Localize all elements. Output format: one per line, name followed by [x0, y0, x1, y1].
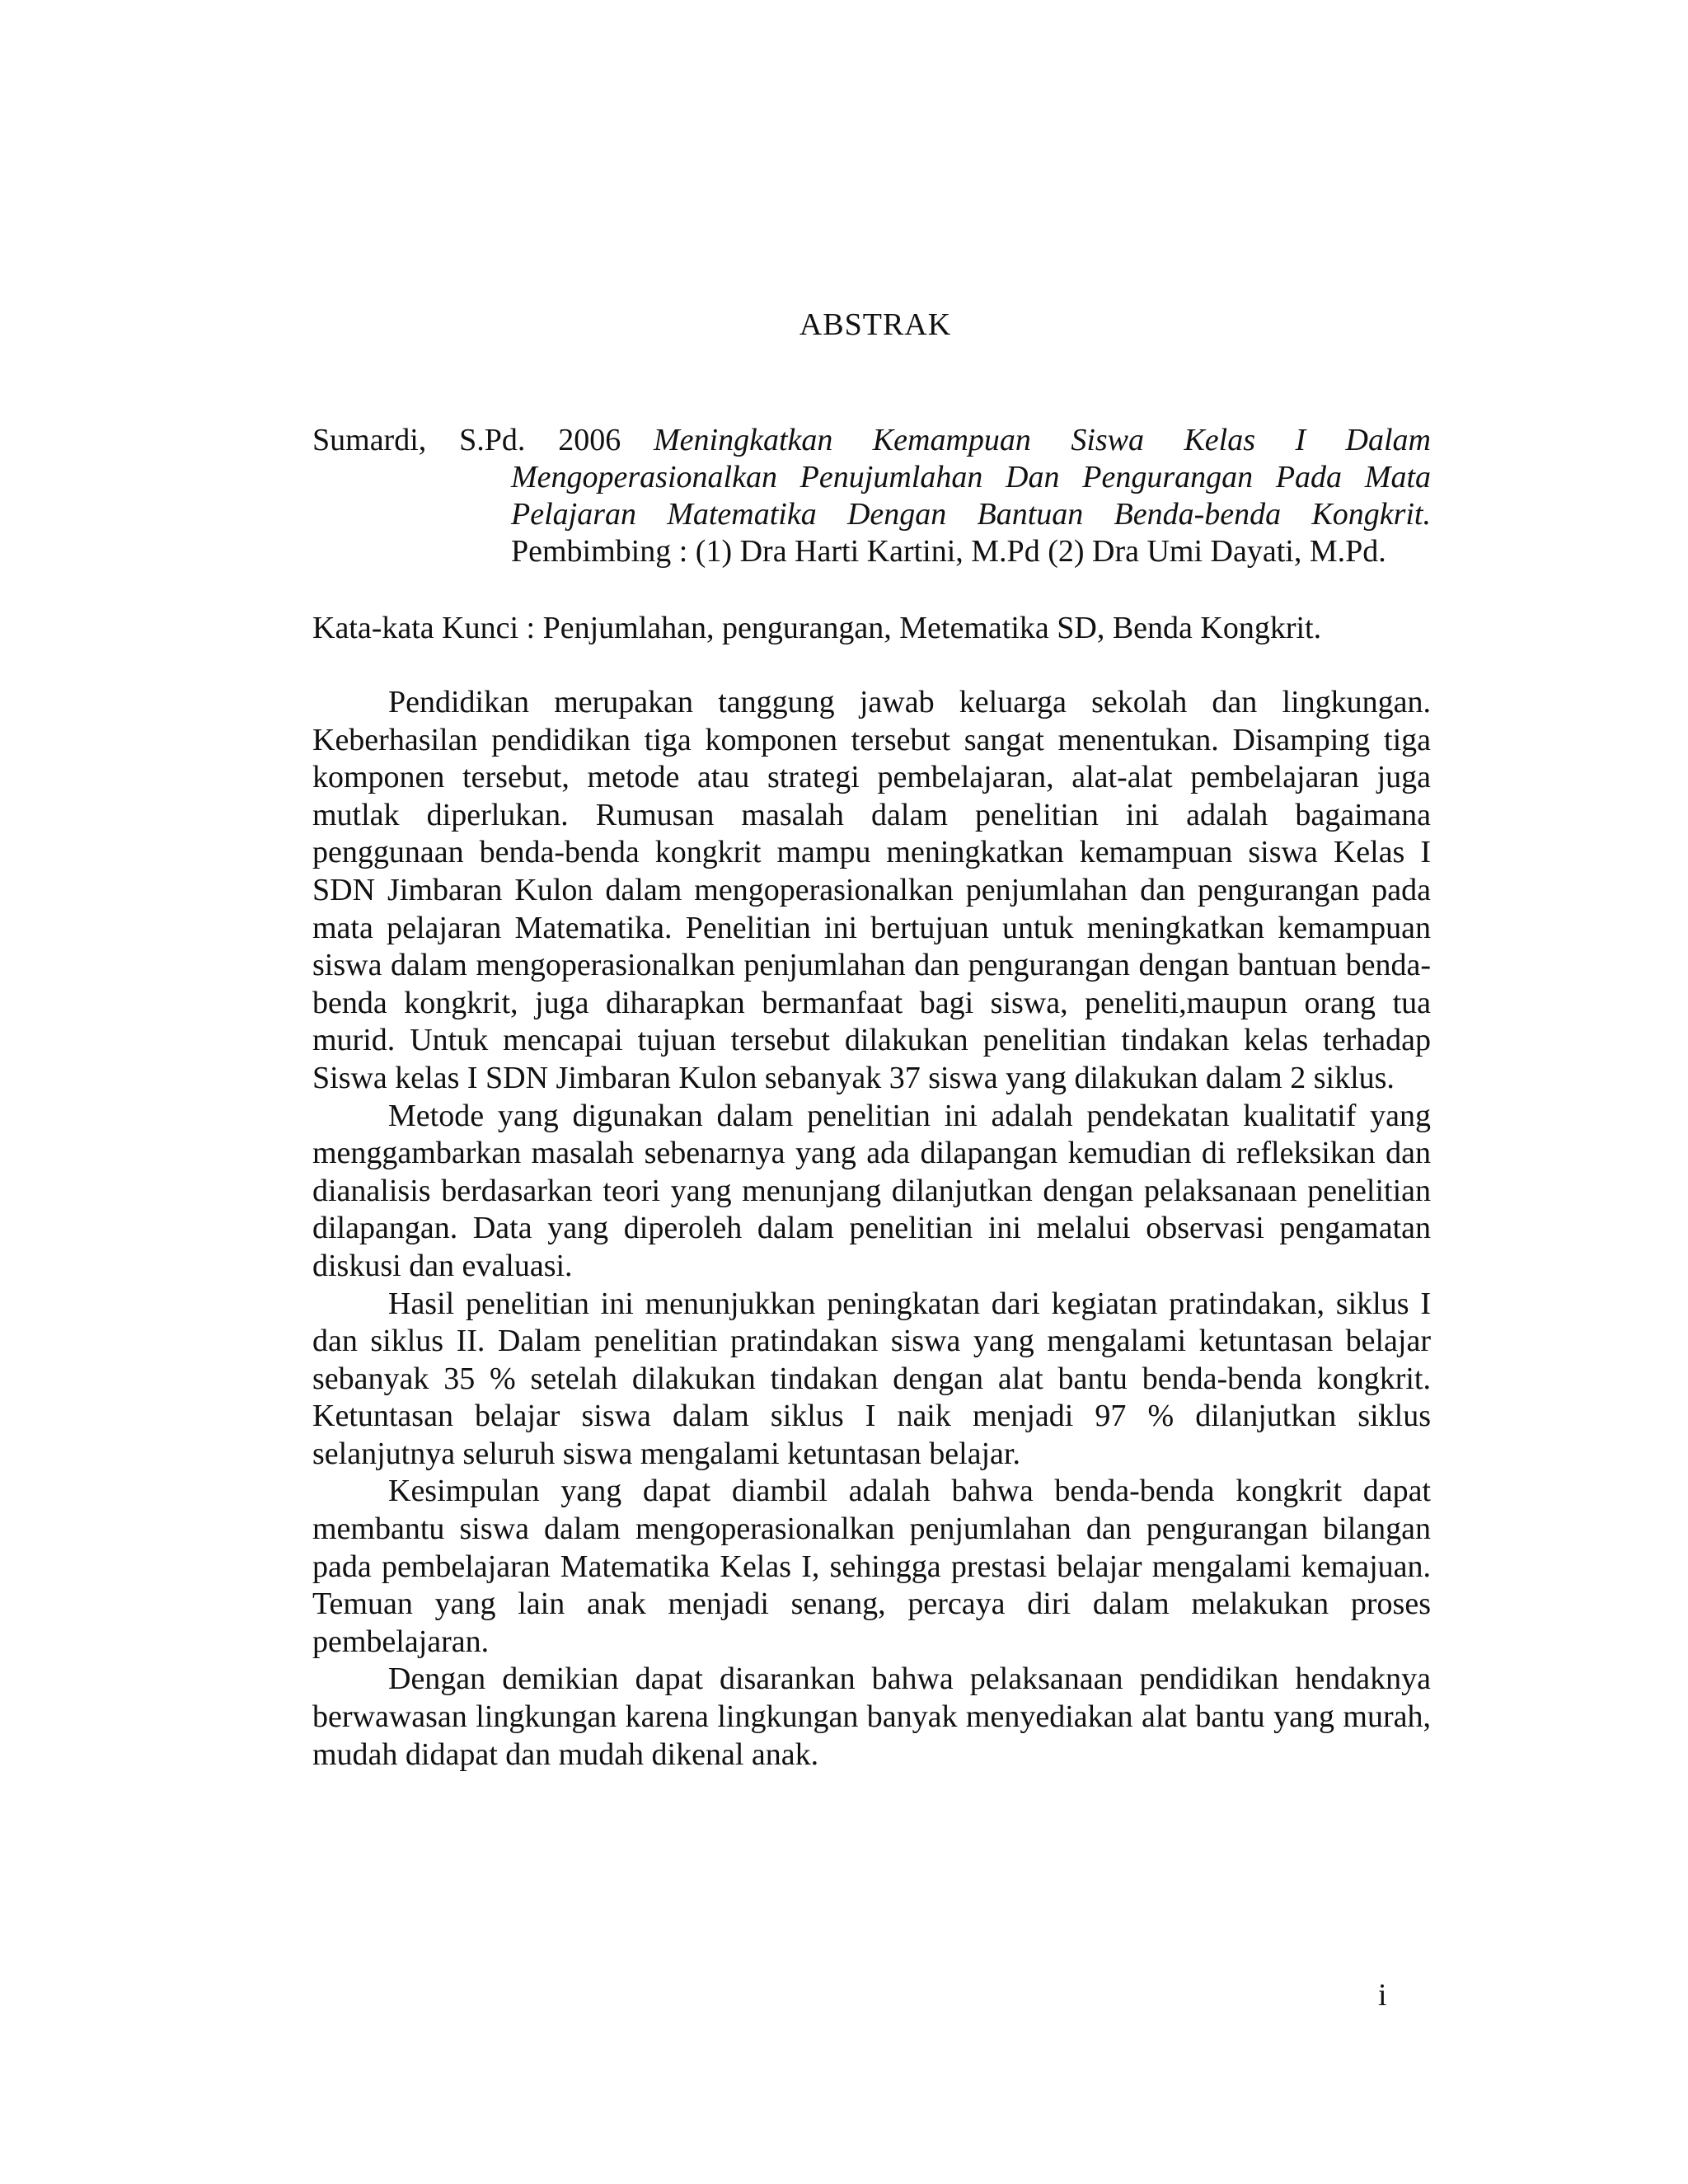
citation-block	[312, 422, 1431, 570]
citation-title-word: Kelas	[1184, 423, 1256, 457]
page-title: ABSTRAK	[799, 307, 952, 342]
citation-title-word: Siswa	[1071, 423, 1145, 457]
citation-title-word: Dalam	[1345, 423, 1431, 457]
citation-title-word: I	[1295, 423, 1306, 457]
citation-title-line-2: Mengoperasionalkan Penujumlahan Dan Pengurangan Pada Mata	[511, 460, 1431, 494]
citation-supervisors: Pembimbing : (1) Dra Harti Kartini, M.Pd (2) Dra Umi Dayati, M.Pd.	[511, 534, 1386, 569]
citation-title-line-3: Pelajaran Matematika Dengan Bantuan Benda-benda Kongkrit.	[511, 497, 1431, 532]
abstract-paragraph-2: Metode yang digunakan dalam penelitian ini adalah pendekatan kualitatif yang menggambarkan masalah sebenarnya yang ada dilapangan kemudian di refleksikan dan dianalisis berdasarkan teori yang menunjang dilanjutkan dengan pelaksanaan penelitian dilapangan. Data yang diperoleh dalam penelitian ini melalui observasi pengamatan diskusi dan evaluasi.	[312, 1098, 1431, 1283]
citation-author: Sumardi,	[312, 423, 427, 457]
page-number: i	[1378, 1978, 1387, 2013]
citation-year: 2006	[558, 423, 621, 457]
citation-first-line	[312, 422, 1431, 459]
abstract-paragraph-3: Hasil penelitian ini menunjukkan peningkatan dari kegiatan pratindakan, siklus I dan siklus II. Dalam penelitian pratindakan siswa yang mengalami ketuntasan belajar sebanyak 35 % setelah dilakukan tindakan dengan alat bantu benda-benda kongkrit. Ketuntasan belajar siswa dalam siklus I naik menjadi 97 % dilanjutkan siklus selanjutnya seluruh siswa mengalami ketuntasan belajar.	[312, 1286, 1431, 1471]
citation-title-word: Meningkatkan	[654, 423, 833, 457]
abstract-paragraph-1: Pendidikan merupakan tanggung jawab keluarga sekolah dan lingkungan. Keberhasilan pendidikan tiga komponen tersebut sangat menentukan. Disamping tiga komponen tersebut, metode atau strategi pembelajaran, alat-alat pembelajaran juga mutlak diperlukan. Rumusan masalah dalam penelitian ini adalah bagaimana penggunaan benda-benda kongkrit mampu meningkatkan kemampuan siswa Kelas I SDN Jimbaran Kulon dalam mengoperasionalkan penjumlahan dan pengurangan pada mata pelajaran Matematika. Penelitian ini bertujuan untuk meningkatkan kemampuan siswa dalam mengoperasionalkan penjumlahan dan pengurangan dengan bantuan benda-benda kongkrit, juga diharapkan bermanfaat bagi siswa, peneliti,maupun orang tua murid. Untuk mencapai tujuan tersebut dilakukan penelitian tindakan kelas terhadap Siswa kelas I SDN Jimbaran Kulon sebanyak 37 siswa yang dilakukan dalam 2 siklus.	[312, 685, 1431, 1095]
abstract-body	[312, 684, 1431, 1774]
citation-degree: S.Pd.	[459, 423, 526, 457]
abstract-paragraph-4: Kesimpulan yang dapat diambil adalah bahwa benda-benda kongkrit dapat membantu siswa dalam mengoperasionalkan penjumlahan dan pengurangan bilangan pada pembelajaran Matematika Kelas I, sehingga prestasi belajar mengalami kemajuan. Temuan yang lain anak menjadi senang, percaya diri dalam melakukan proses pembelajaran.	[312, 1474, 1431, 1659]
keywords-line: Kata-kata Kunci : Penjumlahan, pengurangan, Metematika SD, Benda Kongkrit.	[312, 611, 1322, 645]
abstract-paragraph-5: Dengan demikian dapat disarankan bahwa pelaksanaan pendidikan hendaknya berwawasan lingkungan karena lingkungan banyak menyediakan alat bantu yang murah, mudah didapat dan mudah dikenal anak.	[312, 1661, 1431, 1772]
citation-title-line-1	[654, 422, 1431, 459]
citation-title-word: Kemampuan	[872, 423, 1031, 457]
